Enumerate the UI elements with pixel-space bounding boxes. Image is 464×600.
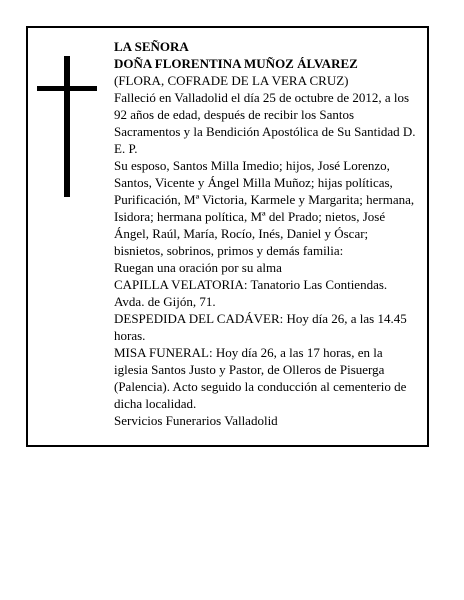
funeral-mass-info: MISA FUNERAL: Hoy día 26, a las 17 horas, en la iglesia Santos Justo y Pastor, de Olleros de Pisuerga (Palencia). Acto seguido la conducción al cementerio de dicha localidad.	[114, 345, 407, 411]
chapel-info: CAPILLA VELATORIA: Tanatorio Las Contiendas. Avda. de Gijón, 71.	[114, 277, 388, 309]
cross-vertical-bar	[64, 56, 70, 197]
death-paragraph: Falleció en Valladolid el día 25 de octubre de 2012, a los 92 años de edad, después de recibir los Santos Sacramentos y la Bendición Apostólica de Su Santidad D. E. P.	[114, 90, 416, 156]
family-paragraph: Su esposo, Santos Milla Imedio; hijos, José Lorenzo, Santos, Vicente y Ángel Milla Muñoz; hijas políticas, Purificación, Mª Victoria, Karmele y Margarita; hermana, Isidora; hermana política, Mª del Prado; nietos, José Ángel, Raúl, María, Rocío, Inés, Daniel y Óscar; bisnietos, sobrinos, primos y demás familia:	[114, 158, 415, 258]
cross-horizontal-bar	[37, 86, 97, 91]
farewell-info: DESPEDIDA DEL CADÁVER: Hoy día 26, a las 14.45 horas.	[114, 311, 407, 343]
cross-icon	[37, 56, 97, 197]
notice-title-line-1: LA SEÑORA	[114, 39, 189, 54]
notice-subtitle: (FLORA, COFRADE DE LA VERA CRUZ)	[114, 73, 349, 88]
obituary-text	[114, 38, 418, 429]
notice-title-line-2: DOÑA FLORENTINA MUÑOZ ÁLVAREZ	[114, 56, 358, 71]
funeral-services: Servicios Funerarios Valladolid	[114, 413, 278, 428]
prayer-request: Ruegan una oración por su alma	[114, 260, 282, 275]
